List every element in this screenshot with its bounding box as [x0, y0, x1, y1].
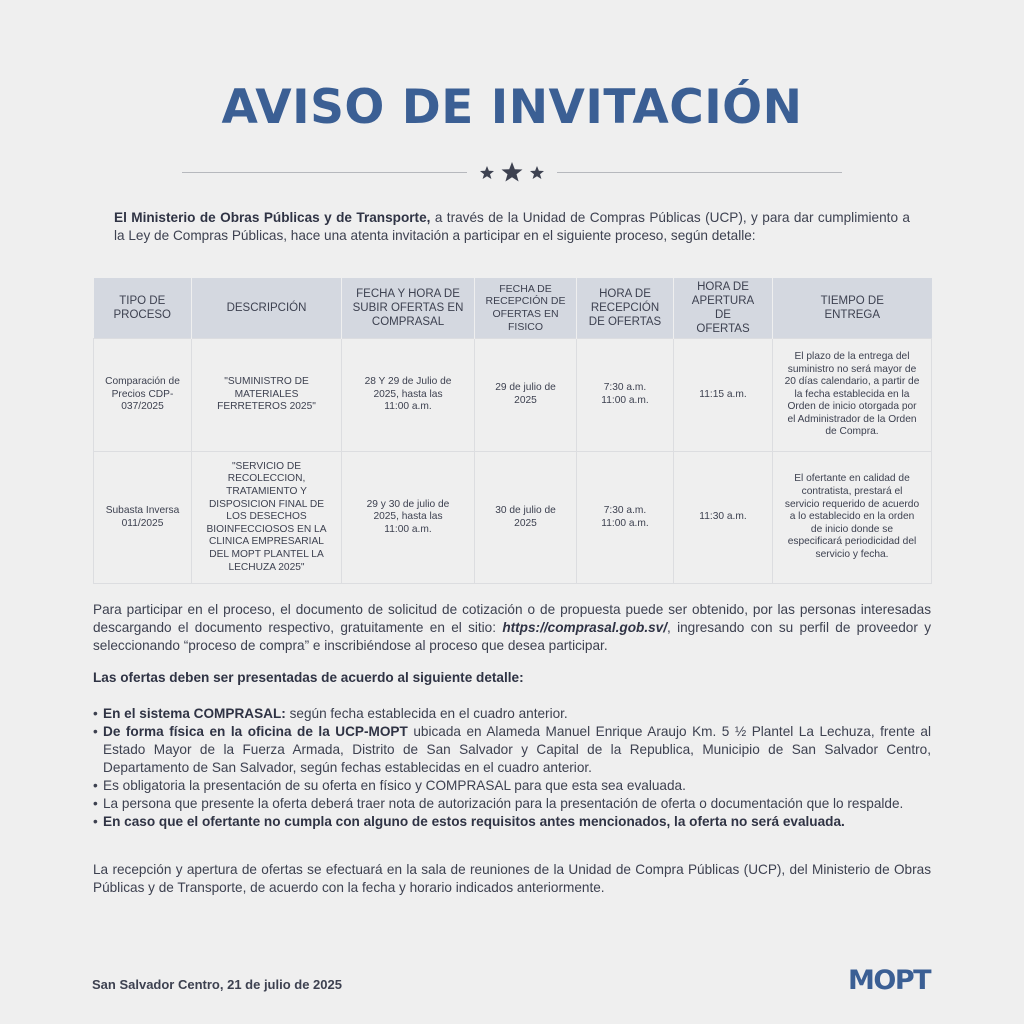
stars-icon — [477, 160, 547, 186]
intro-text: a través de la Unidad de Compras Públicas (UCP), y para dar cumplimiento a la Ley de Compras Públicas, hace una atenta invitación a participar en el siguiente proceso, según detalle: — [114, 210, 910, 243]
cell-descripcion: "SUMINISTRO DE MATERIALES FERRETEROS 2025" — [192, 339, 342, 452]
cell-fecha-comprasal: 28 Y 29 de Julio de 2025, hasta las 11:00 a.m. — [342, 339, 475, 452]
offers-list — [93, 705, 931, 831]
star-icon — [502, 162, 523, 182]
list-item — [93, 777, 931, 795]
hora-recepcion-fin: 11:00 a.m. — [601, 517, 649, 529]
header-hora-apertura: HORA DE APERTURA DE OFERTAS — [674, 278, 773, 339]
divider-line-right — [557, 172, 842, 173]
star-icon — [530, 166, 544, 179]
hora-recepcion-fin: 11:00 a.m. — [601, 395, 649, 406]
cell-tiempo-entrega: El ofertante en calidad de contratista, prestará el servicio requerido de acuerdo a lo establecido en la orden de inicio donde se especificará periodicidad del servicio y fecha. — [773, 452, 932, 584]
page-title: AVISO DE INVITACIÓN — [221, 80, 803, 135]
cell-tipo: Comparación de Precios CDP-037/2025 — [94, 339, 192, 452]
cell-fecha-comprasal: 29 y 30 de julio de 2025, hasta las 11:00 a.m. — [342, 452, 475, 584]
cell-tiempo-entrega: El plazo de la entrega del suministro no será mayor de 20 días calendario, a partir de la fecha establecida en la Orden de inicio otorgada por el Administrador de la Orden de Compra. — [773, 339, 932, 452]
hora-recepcion-inicio: 7:30 a.m. — [603, 504, 647, 516]
list-item — [93, 813, 931, 831]
divider-line-left — [182, 172, 467, 173]
intro-paragraph — [114, 209, 910, 245]
offers-heading: Las ofertas deben ser presentadas de acuerdo al siguiente detalle: — [93, 670, 524, 685]
bullet-text: Es obligatoria la presentación de su oferta en físico y COMPRASAL para que esta sea evaluada. — [103, 778, 686, 793]
star-icon — [480, 166, 494, 179]
cell-hora-recepcion — [577, 452, 674, 584]
header-tipo-proceso: TIPO DE PROCESO — [94, 278, 192, 339]
header-fecha-fisico: FECHA DE RECEPCIÓN DE OFERTAS EN FISICO — [475, 278, 577, 339]
header-descripcion: DESCRIPCIÓN — [192, 278, 342, 339]
process-table — [93, 278, 932, 584]
comprasal-link[interactable]: https://comprasal.gob.sv/ — [502, 620, 667, 635]
bullet-bold-text: En caso que el ofertante no cumpla con alguno de estos requisitos antes mencionados, la oferta no será evaluada. — [103, 814, 845, 829]
bullet-text: La persona que presente la oferta deberá traer nota de autorización para la presentación de oferta o documentación que lo respalde. — [103, 796, 904, 811]
list-item — [93, 795, 931, 813]
title-divider — [182, 160, 842, 186]
table-row — [94, 452, 932, 584]
footer-date: San Salvador Centro, 21 de julio de 2025 — [92, 977, 342, 992]
closing-paragraph: La recepción y apertura de ofertas se efectuará en la sala de reuniones de la Unidad de Compra Públicas (UCP), del Ministerio de Obras Públicas y de Transporte, de acuerdo con la fecha y horario indicados anteriormente. — [93, 862, 931, 895]
bullet-bold-text: De forma física en la oficina de la UCP-MOPT — [103, 724, 408, 739]
cell-fecha-fisico: 30 de julio de 2025 — [475, 452, 577, 584]
ministry-name: El Ministerio de Obras Públicas y de Transporte, — [114, 210, 431, 225]
header-hora-recepcion: HORA DE RECEPCIÓN DE OFERTAS — [577, 278, 674, 339]
table-header-row — [94, 278, 932, 339]
header-tiempo-entrega: TIEMPO DE ENTREGA — [773, 278, 932, 339]
participation-paragraph — [93, 601, 931, 655]
cell-hora-apertura: 11:30 a.m. — [674, 452, 773, 584]
cell-hora-recepcion — [577, 339, 674, 452]
participation-text-after: , ingresando con su perfil de proveedor y seleccionando “proceso de compra” e inscribiéndose al proceso que desea participar. — [93, 620, 931, 653]
mopt-logo: MOPT — [848, 965, 931, 996]
cell-tipo: Subasta Inversa 011/2025 — [94, 452, 192, 584]
cell-hora-apertura: 11:15 a.m. — [674, 339, 773, 452]
participation-text-before: Para participar en el proceso, el documento de solicitud de cotización o de propuesta puede ser obtenido, por las personas interesadas descargando el documento respectivo, gratuitamente en el sitio: — [93, 602, 931, 635]
header-fecha-comprasal: FECHA Y HORA DE SUBIR OFERTAS EN COMPRASAL — [342, 278, 475, 339]
bullet-text: según fecha establecida en el cuadro anterior. — [285, 706, 568, 721]
list-item — [93, 705, 931, 723]
cell-fecha-fisico: 29 de julio de 2025 — [475, 339, 577, 452]
cell-descripcion: "SERVICIO DE RECOLECCION, TRATAMIENTO Y DISPOSICION FINAL DE LOS DESECHOS BIOINFECCIOSOS EN LA CLINICA EMPRESARIAL DEL MOPT PLANTEL LA LECHUZA 2025" — [192, 452, 342, 584]
list-item — [93, 723, 931, 777]
hora-recepcion-inicio: 7:30 a.m. — [603, 382, 647, 394]
bullet-bold-text: En el sistema COMPRASAL: — [103, 706, 286, 721]
table-row — [94, 339, 932, 452]
bullet-text: ubicada en Alameda Manuel Enrique Araujo Km. 5 ½ Plantel La Lechuza, frente al Estado Mayor de la Fuerza Armada, Distrito de San Salvador y Capital de la Republica, Municipio de San Salvador Centro, Departamento de San Salvador, según fechas establecidas en el cuadro anterior. — [103, 724, 931, 775]
